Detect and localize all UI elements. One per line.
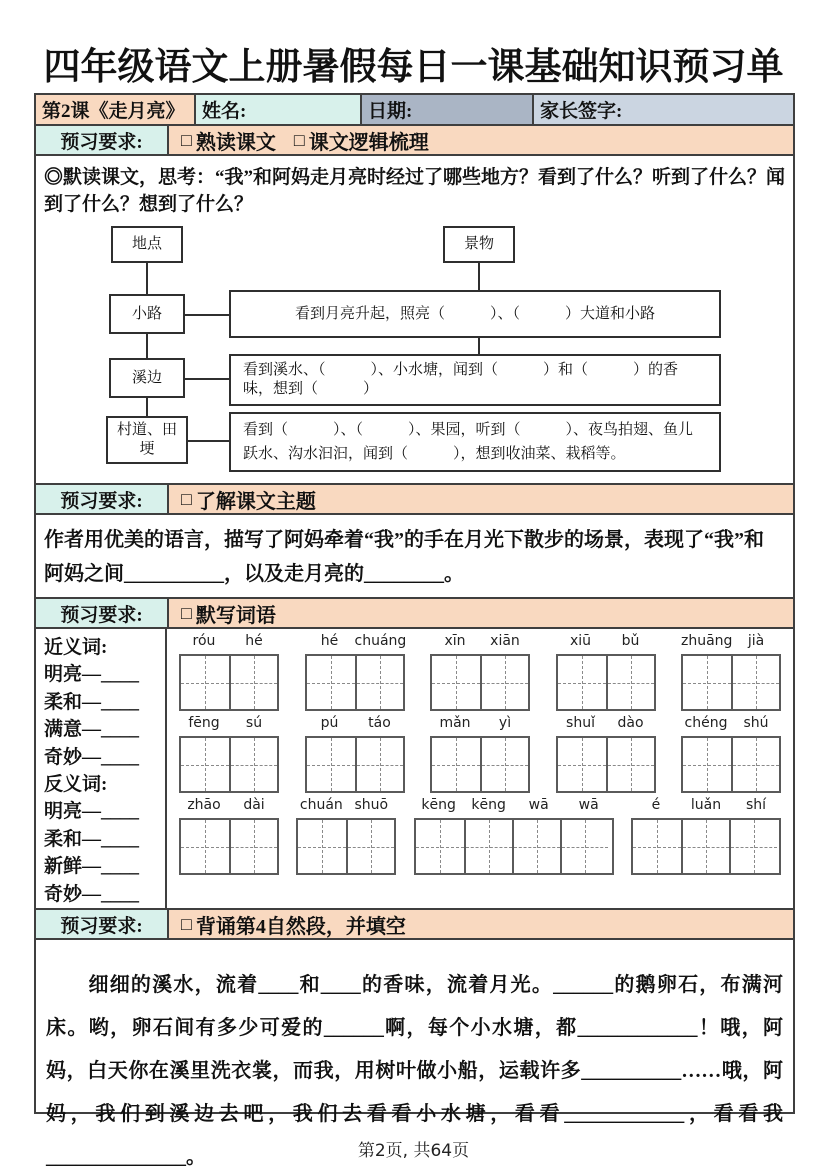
checkbox-icon: □ — [181, 129, 192, 150]
writing-grid — [681, 736, 781, 793]
word-pair-item: 奇妙—____ — [44, 746, 140, 768]
writing-grid-cell — [307, 738, 355, 791]
diagram-detail-box: 看到月亮升起，照亮（ ）、（ ）大道和小路 — [229, 290, 721, 338]
pinyin-syllable: chuáng — [354, 633, 407, 649]
pinyin-syllable: shuō — [354, 797, 389, 813]
connector-line — [146, 263, 148, 294]
parent-signature-field: 家长签字: — [532, 95, 793, 124]
connector-line — [185, 378, 229, 380]
dictation-word — [296, 797, 396, 875]
words-row — [36, 627, 793, 908]
dictation-word — [631, 797, 781, 875]
pinyin-syllable: xīn — [444, 633, 466, 649]
pinyin-syllable: táo — [368, 715, 391, 731]
pinyin-syllable: kēng — [421, 797, 456, 813]
requirement-tasks — [167, 126, 793, 154]
requirement-tasks — [167, 599, 793, 627]
pinyin-label — [556, 715, 656, 736]
task-item — [181, 126, 276, 155]
pinyin-label — [305, 715, 405, 736]
pinyin-label — [430, 715, 530, 736]
writing-grid-cell — [229, 656, 277, 709]
requirement-label: 预习要求: — [36, 910, 167, 938]
pinyin-syllable: zhuāng — [681, 633, 733, 649]
pinyin-syllable: fēng — [188, 715, 220, 731]
requirement-row-4 — [36, 908, 793, 938]
pinyin-label — [681, 633, 781, 654]
writing-grid-cell — [560, 820, 608, 873]
pinyin-syllable: chéng — [684, 715, 728, 731]
writing-grid-cell — [681, 820, 729, 873]
diagram-header-scenery: 景物 — [443, 226, 515, 263]
page-number: 第2页, 共64页 — [357, 1141, 470, 1161]
pinyin-syllable: mǎn — [439, 715, 471, 731]
writing-grid — [430, 736, 530, 793]
pinyin-label — [179, 715, 279, 736]
requirement-row-3 — [36, 597, 793, 627]
writing-grid-cell — [729, 820, 777, 873]
dictation-row — [179, 633, 781, 711]
writing-grid — [179, 736, 279, 793]
writing-grid-cell — [229, 820, 277, 873]
pinyin-syllable: luǎn — [690, 797, 722, 813]
diagram-header-place: 地点 — [111, 226, 183, 263]
header-row — [36, 95, 793, 124]
pinyin-syllable: hé — [245, 633, 263, 649]
diagram-place-box: 村道、田埂 — [106, 416, 188, 464]
writing-grid-cell — [558, 656, 606, 709]
dictation-word — [414, 797, 614, 875]
diagram-row — [36, 154, 793, 483]
writing-grid-cell — [298, 820, 346, 873]
dictation-word — [430, 715, 530, 793]
task-label: 熟读课文 — [195, 131, 276, 154]
requirement-row-2 — [36, 483, 793, 513]
writing-grid — [681, 654, 781, 711]
task-label: 了解课文主题 — [195, 490, 316, 513]
writing-grid — [305, 654, 405, 711]
pinyin-syllable: wā — [578, 797, 599, 813]
pinyin-syllable: xiān — [490, 633, 520, 649]
connector-line — [478, 263, 480, 290]
task-label: 默写词语 — [195, 604, 276, 627]
writing-grid — [631, 818, 781, 875]
pinyin-label — [305, 633, 405, 654]
pinyin-label — [631, 797, 781, 818]
task-item — [294, 126, 429, 155]
pinyin-syllable: zhāo — [187, 797, 221, 813]
word-pair-item: 满意—____ — [44, 719, 140, 741]
task-item — [181, 910, 406, 939]
pinyin-syllable: kēng — [471, 797, 506, 813]
dictation-word — [305, 633, 405, 711]
writing-grid-cell — [181, 820, 229, 873]
word-pair-item: 奇妙—____ — [44, 883, 140, 905]
writing-grid-cell — [355, 656, 403, 709]
pinyin-syllable: jià — [747, 633, 765, 649]
pinyin-syllable: róu — [192, 633, 216, 649]
connector-line — [146, 398, 148, 416]
pinyin-label — [556, 633, 656, 654]
writing-grid — [556, 736, 656, 793]
checkbox-icon: □ — [181, 602, 192, 623]
pinyin-syllable: sú — [245, 715, 263, 731]
lesson-title: 第2课《走月亮》 — [36, 95, 194, 124]
writing-grid — [430, 654, 530, 711]
writing-grid-cell — [731, 738, 779, 791]
writing-grid-cell — [558, 738, 606, 791]
writing-grid-cell — [416, 820, 464, 873]
checkbox-icon: □ — [181, 913, 192, 934]
pinyin-syllable: yì — [498, 715, 512, 731]
student-name-field: 姓名: — [194, 95, 360, 124]
diagram-detail-box: 看到溪水、（ ）、小水塘，闻到（ ）和（ ）的香味，想到（ ） — [229, 354, 721, 406]
pinyin-syllable: pú — [320, 715, 339, 731]
writing-grid — [414, 818, 614, 875]
connector-line — [478, 338, 480, 354]
dictation-row — [179, 715, 781, 793]
writing-grid-cell — [181, 656, 229, 709]
theme-row — [36, 513, 793, 597]
connector-line — [185, 314, 229, 316]
pinyin-label — [179, 797, 279, 818]
requirement-tasks — [167, 485, 793, 513]
reading-prompt: ◎默读课文，思考：“我”和阿妈走月亮时经过了哪些地方？看到了什么？听到了什么？闻到了什么？想到了什么？ — [44, 167, 786, 215]
theme-summary-text: 作者用优美的语言，描写了阿妈牵着“我”的手在月光下散步的场景，表现了“我”和阿妈之间__________，以及走月亮的________。 — [44, 529, 764, 585]
pinyin-syllable: hé — [320, 633, 339, 649]
course-map-diagram — [36, 156, 793, 483]
dictation-word — [179, 633, 279, 711]
dictation-word — [556, 633, 656, 711]
pinyin-syllable: shú — [743, 715, 769, 731]
writing-grid-cell — [355, 738, 403, 791]
connector-line — [188, 440, 229, 442]
checkbox-icon: □ — [181, 488, 192, 509]
diagram-place-box: 溪边 — [109, 358, 185, 398]
pinyin-label — [681, 715, 781, 736]
dictation-word — [179, 715, 279, 793]
word-pair-item: 明亮—____ — [44, 801, 140, 823]
dictation-word — [681, 715, 781, 793]
writing-grid-cell — [346, 820, 394, 873]
word-pair-item: 柔和—____ — [44, 828, 140, 850]
requirement-tasks — [167, 910, 793, 938]
word-pair-item: 新鲜—____ — [44, 856, 140, 878]
writing-grid-cell — [480, 738, 528, 791]
pinyin-syllable: wā — [528, 797, 549, 813]
writing-grid — [556, 654, 656, 711]
writing-grid-cell — [606, 656, 654, 709]
pinyin-syllable: chuán — [299, 797, 343, 813]
pinyin-syllable: dào — [617, 715, 644, 731]
synonym-antonym-column — [36, 629, 167, 908]
writing-grid — [296, 818, 396, 875]
writing-grid-cell — [633, 820, 681, 873]
task-label: 背诵第4自然段，并填空 — [195, 915, 406, 938]
writing-grid — [179, 818, 279, 875]
antonym-header: 反义词: — [44, 774, 108, 796]
fill-in-paragraph: 细细的溪水，流着____和____的香味，流着月光。______的鹅卵石，布满河床。哟，卵石间有多少可爱的______啊，每个小水塘，都____________！哦，阿妈，白天你在溪里洗衣裳，而我，用树叶做小船，运载许多__________……哦，阿妈，我们到溪边去吧，我们去看看小水塘，看看____________，看看我______________。 — [46, 974, 783, 1168]
pinyin-label — [414, 797, 614, 818]
dictation-row — [179, 797, 781, 875]
pinyin-label — [296, 797, 396, 818]
writing-grid-cell — [432, 738, 480, 791]
writing-grid-cell — [683, 738, 731, 791]
connector-line — [146, 334, 148, 358]
checkbox-icon: □ — [293, 129, 305, 150]
pinyin-syllable: xiū — [569, 633, 592, 649]
dictation-word — [305, 715, 405, 793]
diagram-detail-box: 看到（ ）、（ ）、果园，听到（ ）、夜鸟拍翅、鱼儿跃水、沟水汩汩，闻到（ ），想到收油菜、栽稻等。 — [229, 412, 721, 472]
writing-grid — [179, 654, 279, 711]
pinyin-syllable: shí — [745, 797, 767, 813]
dictation-word — [556, 715, 656, 793]
requirement-label: 预习要求: — [36, 485, 167, 513]
writing-grid-cell — [181, 738, 229, 791]
dictation-word — [179, 797, 279, 875]
writing-grid-cell — [432, 656, 480, 709]
writing-grid-cell — [229, 738, 277, 791]
requirement-label: 预习要求: — [36, 599, 167, 627]
writing-grid-cell — [480, 656, 528, 709]
pinyin-syllable: dài — [243, 797, 265, 813]
writing-grid-cell — [731, 656, 779, 709]
dictation-word — [430, 633, 530, 711]
task-item — [181, 599, 276, 628]
dictation-word — [681, 633, 781, 711]
antonym-list — [44, 798, 165, 908]
pinyin-label — [430, 633, 530, 654]
page-title: 四年级语文上册暑假每日一课基础知识预习单 — [43, 47, 784, 88]
writing-grid-cell — [307, 656, 355, 709]
writing-grid-cell — [683, 656, 731, 709]
writing-grid-cell — [606, 738, 654, 791]
synonym-header: 近义词: — [44, 637, 108, 658]
requirement-row-1 — [36, 124, 793, 154]
task-item — [181, 485, 316, 514]
diagram-place-box: 小路 — [109, 294, 185, 334]
pinyin-syllable: bǔ — [621, 633, 640, 649]
requirement-label: 预习要求: — [36, 126, 167, 154]
dictation-grid-panel — [167, 629, 793, 908]
writing-grid-cell — [512, 820, 560, 873]
task-label: 课文逻辑梳理 — [308, 131, 429, 154]
pinyin-syllable: shuǐ — [566, 715, 595, 731]
word-pair-item: 明亮—____ — [44, 664, 140, 686]
writing-grid-cell — [464, 820, 512, 873]
pinyin-label — [179, 633, 279, 654]
pinyin-syllable: é — [651, 797, 661, 813]
word-pair-item: 柔和—____ — [44, 691, 140, 713]
writing-grid — [305, 736, 405, 793]
date-field: 日期: — [360, 95, 532, 124]
synonym-list — [44, 661, 165, 771]
